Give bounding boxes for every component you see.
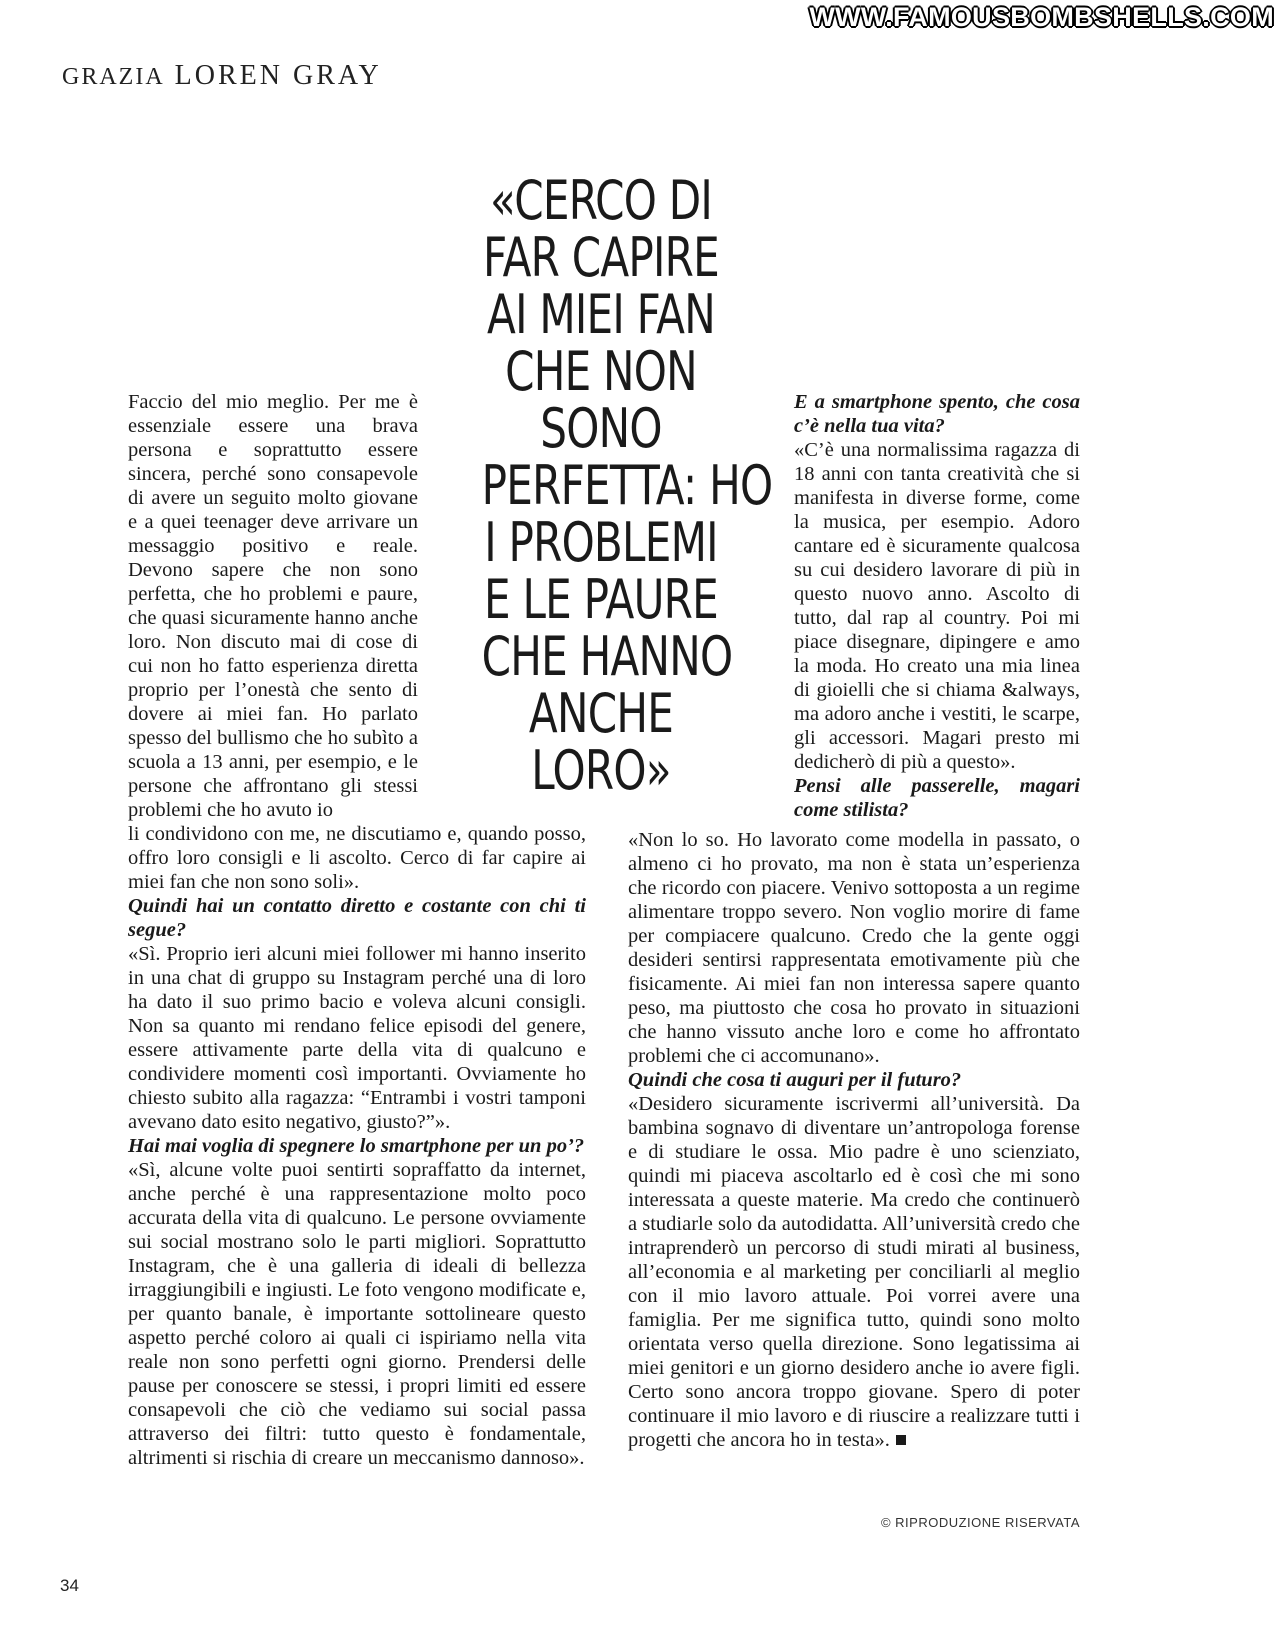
article-subject: LOREN GRAY: [174, 60, 382, 91]
pull-quote-line: FAR CAPIRE: [483, 226, 719, 289]
answer: «Non lo so. Ho lavorato come modella in passato, o almeno ci ho provato, ma non è stata un’esperienza che ricordo con piacere. Venivo sottoposta a un regime alimentare troppo severo. Non voglio morire di fame per compiacere qualcuno. Credo che la gente oggi desideri sentirsi rappresentata emotivamente più che fisicamente. Ai miei fan non interessa sapere quanto peso, ma piuttosto che cosa ho provato in situazioni che hanno vissuto anche loro e come ho affrontato problemi che ci accomunano».: [628, 829, 1080, 1067]
question: E a smartphone spento, che cosa c’è nella tua vita?: [794, 391, 1080, 437]
intro-paragraph-continued: li condividono con me, ne discutiamo e, quando posso, offro loro consigli e li ascolto. Cerco di far capire ai miei fan che non sono soli».: [128, 823, 586, 893]
answer: «Sì, alcune volte puoi sentirti sopraffatto da internet, anche perché è una rappresentazione molto poco accurata della vita di qualcuno. Le persone ovviamente sui social mostrano solo le parti migliori. Soprattutto Instagram, che è una galleria di ideali di bellezza irraggiungibili e ingiusti. Le foto vengono modificate e, per quanto banale, è importante sottolineare questo aspetto perché coloro ai quali ci ispiriamo nella vita reale non sono perfetti ogni giorno. Prendersi delle pause per conoscere se stessi, i propri limiti ed essere consapevoli che ciò che vediamo sui social passa attraverso dei filtri: tutto questo è fondamentale, altrimenti si rischia di creare un meccanismo dannoso».: [128, 1159, 586, 1469]
pull-quote-line: «CERCO DI: [489, 169, 713, 232]
right-column-top: [794, 390, 1080, 822]
pull-quote-line: LORO»: [531, 739, 671, 802]
answer-text: «Desidero sicuramente iscrivermi all’università. Da bambina sognavo di diventare un’antropologa forense e di studiare le ossa. Mio padre è uno scienziato, quindi mi piaceva ascoltarlo ed è così che mi sono interessata a queste materie. Ma credo che continuerò a studiarle solo da autodidatta. All’università credo che intraprenderò un percorso di studi mirati al business, all’economia e al marketing per conciliarli al meglio con il mio lavoro attuale. Poi vorrei avere una famiglia. Per me significa tutto, quindi sono molto orientata verso quella direzione. Sono legatissima ai miei genitori e un giorno desidero anche io avere figli. Certo sono ancora troppo giovane. Spero di poter continuare il mio lavoro e di riuscire a realizzare tutti i progetti che ancora ho in testa».: [628, 1093, 1080, 1451]
intro-paragraph: Faccio del mio meglio. Per me è essenziale essere una brava persona e soprattutto essere sincera, perché sono consapevole di avere un seguito molto giovane e a quei teenager deve arrivare un messaggio positivo e reale. Devono sapere che non sono perfetta, che ho problemi e paure, che quasi sicuramente hanno anche loro. Non discuto mai di cose di cui non ho fatto esperienza diretta proprio per l’onestà che sento di dovere ai miei fan. Ho parlato spesso del bullismo che ho subìto a scuola a 13 anni, per esempio, e le persone che affrontano gli stessi problemi che ho avuto io: [128, 391, 418, 821]
answer: «C’è una normalissima ragazza di 18 anni con tanta creatività che si manifesta in diverse forme, come la musica, per esempio. Adoro cantare ed è sicuramente qualcosa su cui desidero lavorare di più in questo nuovo anno. Ascolto di tutto, dal rap al country. Poi mi piace disegnare, dipingere e amo la moda. Ho creato una mia linea di gioielli che si chiama &always, ma adoro anche i vestiti, le scarpe, gli accessori. Magari presto mi dedicherò di più a questo».: [794, 439, 1080, 773]
question: Pensi alle passerelle, magari come stilista?: [794, 775, 1080, 821]
pull-quote-line: CHE HANNO: [481, 625, 733, 688]
right-column-bottom: [628, 828, 1080, 1452]
reproduction-notice: © RIPRODUZIONE RISERVATA: [880, 1515, 1080, 1530]
pull-quote-line: PERFETTA: HO: [481, 454, 773, 517]
pull-quote-line: ANCHE: [528, 682, 674, 745]
left-column: [128, 390, 586, 1470]
question: Hai mai voglia di spegnere lo smartphone per un po’?: [128, 1135, 585, 1157]
answer: «Sì. Proprio ieri alcuni miei follower mi hanno inserito in una chat di gruppo su Instagram perché una di loro ha dato il suo primo bacio e voleva alcuni consigli. Non sa quanto mi rendano felice episodi del genere, essere attivamente parte della vita di qualcuno e condividere momenti così importanti. Ovviamente ho chiesto subito alla ragazza: “Entrambi i vostri tamponi avevano dato esito negativo, giusto?”».: [128, 943, 586, 1133]
question: Quindi che cosa ti auguri per il futuro?: [628, 1069, 962, 1091]
watermark: WWW.FAMOUSBOMBSHELLS.COM: [809, 2, 1274, 32]
question: Quindi hai un contatto diretto e costante con chi ti segue?: [128, 895, 586, 941]
running-head: [62, 60, 382, 92]
pull-quote-line: AI MIEI FAN: [487, 283, 715, 346]
left-column-body: [128, 822, 586, 1470]
magazine-name: GRAZIA: [62, 64, 165, 90]
pull-quote-line: SONO: [540, 397, 662, 460]
page-number: 34: [60, 1576, 79, 1595]
answer: [628, 1092, 1080, 1452]
pull-quote-line: I PROBLEMI: [484, 511, 718, 574]
pull-quote-line: CHE NON: [505, 340, 697, 403]
pull-quote-line: E LE PAURE: [484, 568, 718, 631]
end-mark-icon: [896, 1435, 906, 1445]
